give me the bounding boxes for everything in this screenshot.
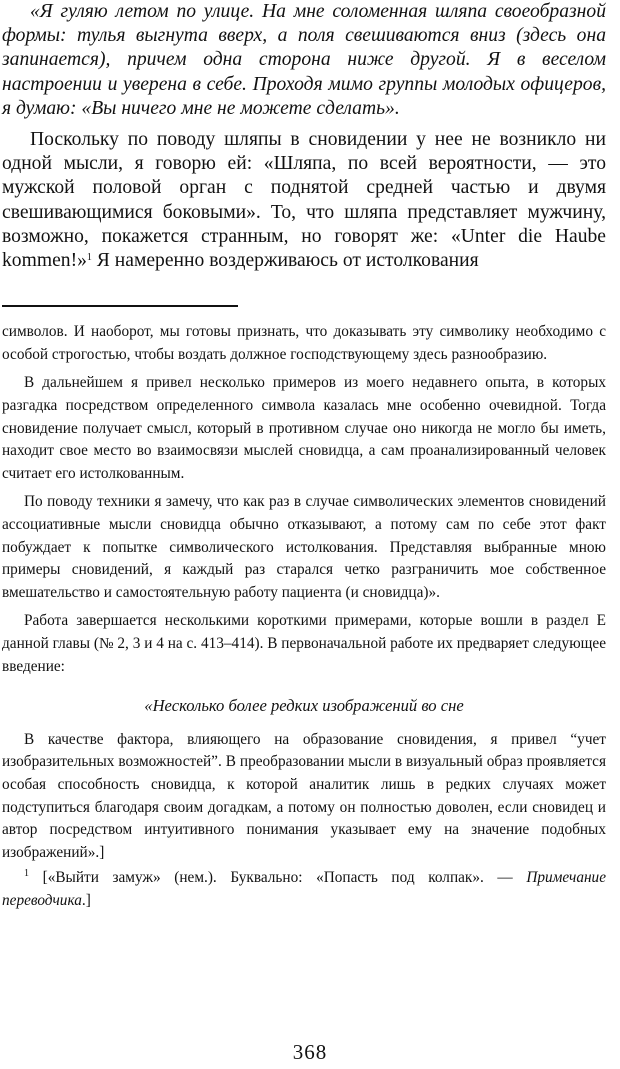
- note-paragraph: В дальнейшем я привел несколько примеров из моего недавнего опыта, в которых разгадка посредством определенного символа казалась мне особенно очевидной. Тогда сновидение получает смысл, который в противном случае оно никогда не могло бы иметь, находит свое место во взаимосвязи мыслей сновидца, а сам проанализированный человек считает его истолкованным.: [2, 374, 606, 482]
- footnote-section: [2, 321, 606, 912]
- footnote-marker: 1: [24, 868, 29, 880]
- footnote-reference[interactable]: 1: [86, 252, 92, 264]
- translator-footnote: [2, 867, 606, 912]
- section-heading: «Несколько более редких изображений во сне: [144, 696, 464, 716]
- footnote-divider: [2, 305, 238, 307]
- interpretation-text: Поскольку по поводу шляпы в сновидении у нее не возникло ни одной мысли, я говорю ей: «Шляпа, по всей вероятности, — это мужской половой орган с поднятой средней частью и двумя свешивающимися боковыми». То, что шляпа представляет мужчину, возможно, покажется странным, но говорят же: «Unter die Haube kommen!»: [2, 129, 606, 272]
- footnote-text: [«Выйти замуж» (нем.). Буквально: «Попасть под колпак». —: [29, 869, 527, 887]
- interpretation-text-end: Я намеренно воздерживаюсь от истолкования: [91, 250, 479, 272]
- footnote-text-end: .]: [81, 891, 91, 909]
- main-text: [2, 0, 606, 273]
- interpretation-paragraph: [2, 128, 606, 273]
- note-paragraph: По поводу техники я замечу, что как раз в случае символических элементов сновидений ассоциативные мысли сновидца обычно отказывают, а потому сам по себе этот факт побуждает к попытке символического истолкования. Представляя выбранные мною примеры сновидений, я каждый раз старался четко разграничить мое собственное вмешательство и самостоятельную работу пациента (и сновидца)».: [2, 493, 606, 601]
- note-paragraph: Работа завершается несколькими короткими примерами, которые вошли в раздел Е данной главы (№ 2, 3 и 4 на с. 413–414). В первоначальной работе их предваряет следующее введение:: [2, 612, 606, 675]
- note-paragraph: В качестве фактора, влияющего на образование сновидения, я привел “учет изобразительных возможностей”. В преобразовании мысли в визуальный образ проявляется особая способность сновидца, к которой аналитик лишь в редких случаях может подступиться благодаря своим догадкам, а потому он полностью доволен, если сновидец и автор посредством интуитивного понимания указывает ему на значение подобных изображений».]: [2, 730, 606, 861]
- page-number: 368: [292, 1040, 328, 1064]
- dream-quote: «Я гуляю летом по улице. На мне соломенная шляпа своеобразной формы: тулья выгнута вверх, а поля свешиваются вниз (здесь она запинается), причем одна сторона ниже другой. Я в веселом настроении и уверена в себе. Проходя мимо группы молодых офицеров, я думаю: «Вы ничего мне не можете сделать».: [2, 1, 606, 119]
- translator-note-label: Примечание переводчика: [2, 869, 606, 909]
- note-paragraph: символов. И наоборот, мы готовы признать, что доказывать эту символику необходимо с особой строгостью, чтобы воздать должное господствующему здесь разнообразию.: [2, 323, 606, 363]
